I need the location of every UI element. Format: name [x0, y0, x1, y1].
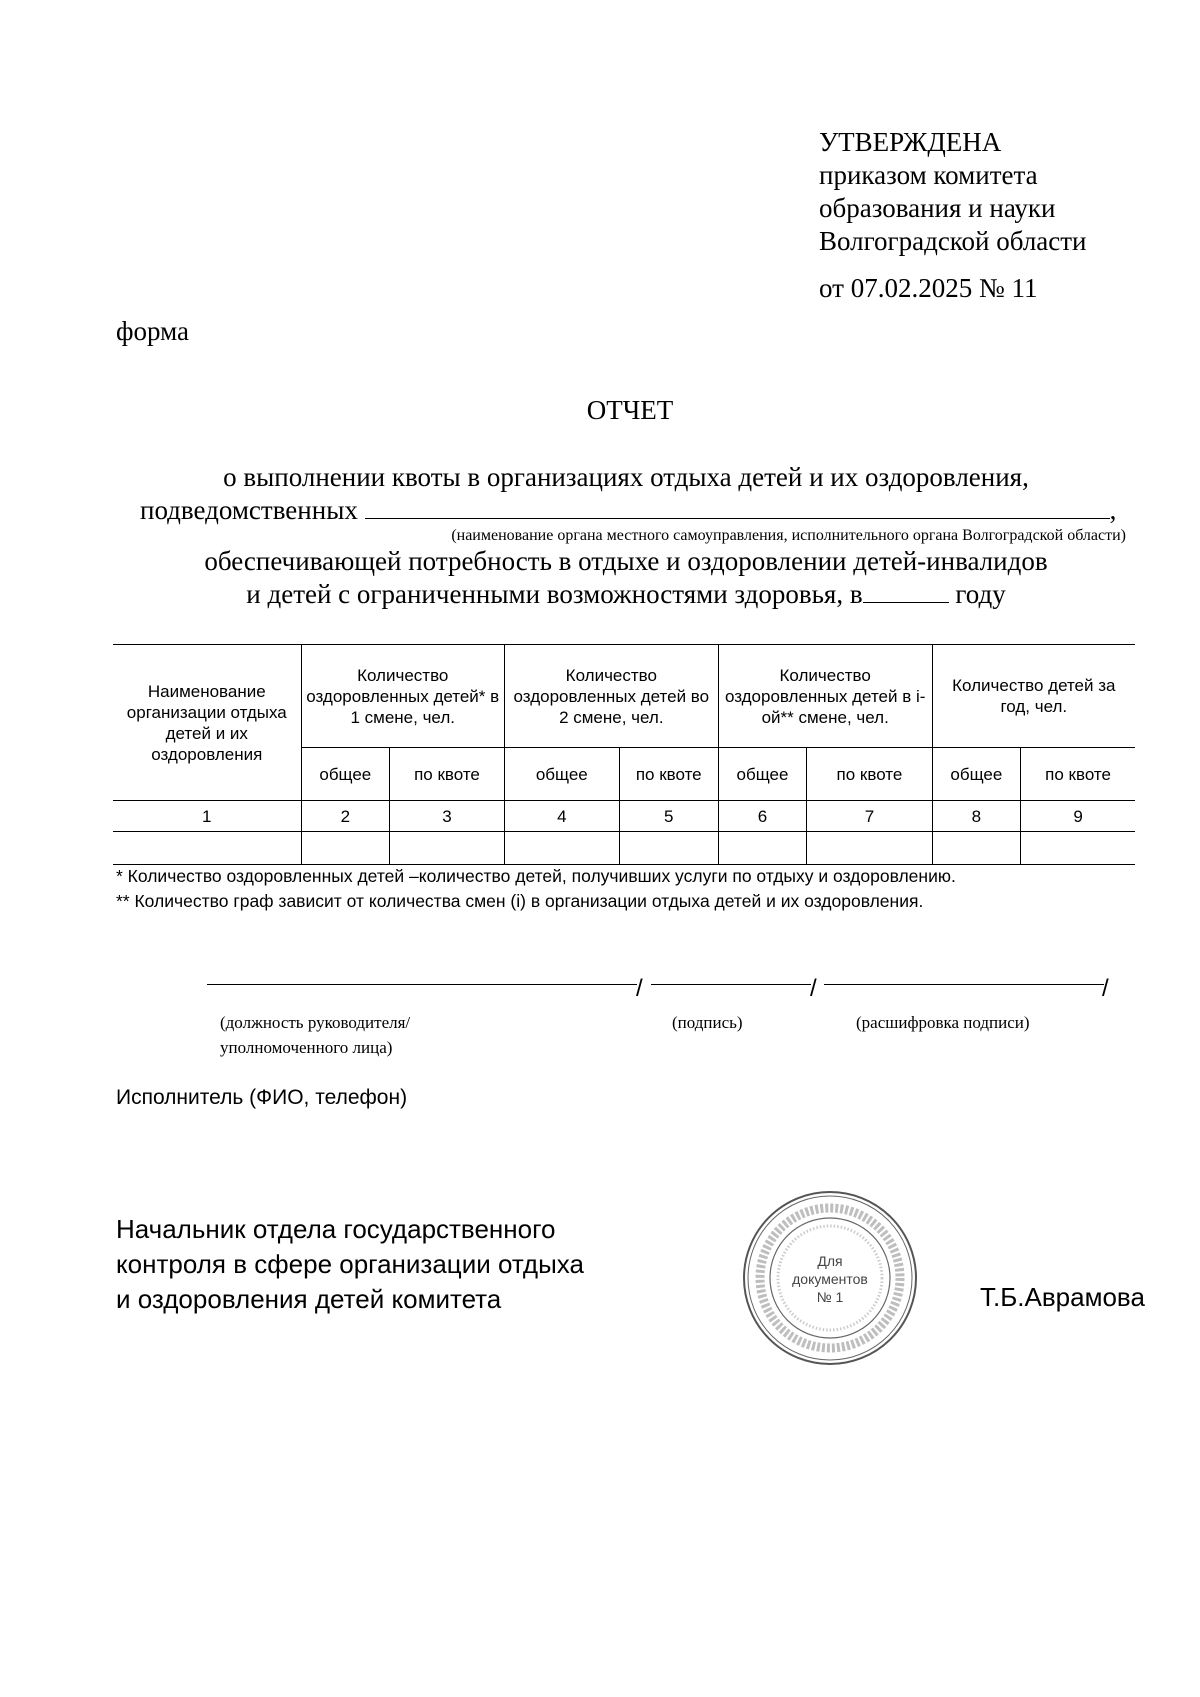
subtitle-year-word: году: [948, 579, 1006, 609]
subtitle-subordinate-label: подведомственных: [140, 495, 358, 525]
subtitle-line-1: о выполнении квоты в организациях отдыха детей и их оздоровления,: [223, 462, 1029, 492]
table-cell[interactable]: [619, 832, 718, 865]
column-number: 6: [718, 801, 807, 832]
signature-line[interactable]: [651, 982, 811, 985]
footnotes: [116, 864, 1156, 914]
subheader-quota-year: по квоте: [1021, 748, 1135, 801]
table-cell[interactable]: [932, 832, 1021, 865]
header-year-total: Количество детей за год, чел.: [932, 645, 1135, 748]
position-signature-line[interactable]: [207, 982, 637, 985]
chief-position-line-3: и оздоровления детей комитета: [116, 1284, 502, 1314]
year-blank[interactable]: [863, 602, 949, 603]
chief-position-line-2: контроля в сфере организации отдыха: [116, 1249, 584, 1279]
decoding-signature-line[interactable]: [824, 982, 1104, 985]
column-number: 4: [504, 801, 619, 832]
subheader-total-1: общее: [301, 748, 390, 801]
table-cell[interactable]: [113, 832, 301, 865]
approval-title: УТВЕРЖДЕНА: [819, 127, 1002, 157]
subheader-quota-1: по квоте: [390, 748, 505, 801]
subheader-total-2: общее: [504, 748, 619, 801]
column-number: 8: [932, 801, 1021, 832]
authority-name-caption: (наименование органа местного самоуправления, исполнительного органа Волгоградской области): [451, 527, 1126, 544]
stamp-text: № 1: [816, 1289, 844, 1305]
subtitle-line-4: [116, 578, 1136, 611]
approval-line-order: приказом комитета: [819, 160, 1038, 190]
executor-label: Исполнитель (ФИО, телефон): [116, 1086, 408, 1109]
signer-name: Т.Б.Аврамова: [980, 1282, 1145, 1312]
column-number: 7: [807, 801, 932, 832]
chief-position: [116, 1212, 584, 1317]
header-organization-name: Наименование организации отдыха детей и их оздоровления: [113, 645, 301, 801]
signature-separator: /: [810, 975, 817, 1002]
authority-name-blank[interactable]: [365, 518, 1110, 519]
table-row: [113, 832, 1135, 865]
approval-date: от 07.02.2025 № 11: [819, 273, 1038, 303]
table-number-row: [113, 801, 1135, 832]
table-cell[interactable]: [807, 832, 932, 865]
footnote-2: ** Количество граф зависит от количества смен (i) в организации отдыха детей и их оздоровления.: [116, 891, 924, 911]
approval-block: [819, 126, 1087, 305]
table-cell[interactable]: [301, 832, 390, 865]
column-number: 9: [1021, 801, 1135, 832]
column-number: 2: [301, 801, 390, 832]
column-number: 1: [113, 801, 301, 832]
column-number: 5: [619, 801, 718, 832]
header-shift-1: Количество оздоровленных детей* в 1 смене, чел.: [301, 645, 504, 748]
signature-separator: /: [636, 975, 643, 1002]
table-cell[interactable]: [504, 832, 619, 865]
subheader-quota-2: по квоте: [619, 748, 718, 801]
subtitle-comma: ,: [1109, 495, 1117, 525]
table-cell[interactable]: [1021, 832, 1135, 865]
approval-line-region: Волгоградской области: [819, 226, 1087, 256]
header-shift-2: Количество оздоровленных детей во 2 смене, чел.: [504, 645, 718, 748]
report-table: [113, 644, 1135, 865]
table-cell[interactable]: [718, 832, 807, 865]
position-caption-line-1: (должность руководителя/: [220, 1013, 411, 1032]
footnote-1: * Количество оздоровленных детей –количество детей, получивших услуги по отдыху и оздоровлению.: [116, 866, 956, 886]
subheader-total-i: общее: [718, 748, 807, 801]
form-label: форма: [116, 316, 189, 346]
header-shift-i: Количество оздоровленных детей в i-ой** смене, чел.: [718, 645, 932, 748]
decoding-caption: (расшифровка подписи): [856, 1013, 1030, 1032]
subheader-quota-i: по квоте: [807, 748, 932, 801]
signature-caption: (подпись): [672, 1013, 743, 1032]
subtitle-line-4-text: и детей с ограниченными возможностями здоровья, в: [246, 579, 863, 609]
subtitle-line-3: обеспечивающей потребность в отдыхе и оздоровлении детей-инвалидов: [204, 546, 1048, 576]
report-subtitle: [116, 461, 1136, 611]
signature-separator: /: [1102, 975, 1109, 1002]
column-number: 3: [390, 801, 505, 832]
chief-position-line-1: Начальник отдела государственного: [116, 1214, 556, 1244]
document-title: ОТЧЕТ: [586, 395, 674, 425]
approval-line-committee: образования и науки: [819, 193, 1056, 223]
position-caption-line-2: уполномоченного лица): [220, 1038, 393, 1057]
stamp-text: Для: [817, 1253, 843, 1269]
position-caption: [220, 1010, 410, 1060]
stamp-text: документов: [792, 1271, 868, 1287]
table-header-row: [113, 645, 1135, 748]
table-cell[interactable]: [390, 832, 505, 865]
subheader-total-year: общее: [932, 748, 1021, 801]
official-stamp: [740, 1188, 920, 1368]
subtitle-line-2: [116, 494, 1136, 527]
